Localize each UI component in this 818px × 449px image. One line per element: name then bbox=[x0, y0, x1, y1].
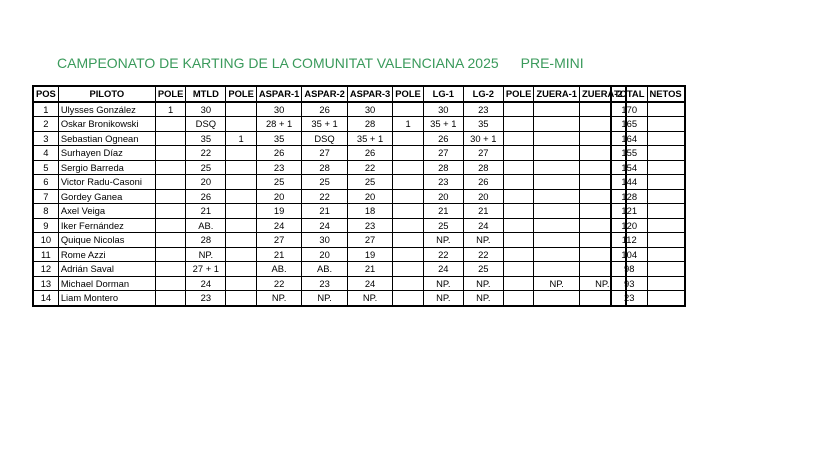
header-row bbox=[33, 86, 626, 102]
result-cell: 22 bbox=[347, 160, 392, 175]
result-cell: 21 bbox=[256, 247, 301, 262]
result-cell: NP. bbox=[579, 276, 625, 291]
total-cell: 121 bbox=[611, 204, 647, 219]
result-cell: NP. bbox=[423, 276, 463, 291]
result-cell: 20 bbox=[302, 247, 347, 262]
table-row bbox=[33, 233, 626, 248]
result-cell: 35 + 1 bbox=[302, 117, 347, 132]
column-header: ASPAR-1 bbox=[256, 86, 301, 102]
total-cell: 154 bbox=[611, 160, 647, 175]
netos-cell bbox=[647, 262, 685, 277]
result-cell: NP. bbox=[256, 291, 301, 306]
result-cell bbox=[503, 291, 534, 306]
result-cell: 24 bbox=[302, 218, 347, 233]
result-cell: 30 bbox=[423, 102, 463, 117]
netos-cell bbox=[647, 146, 685, 161]
column-header: POLE bbox=[393, 86, 424, 102]
result-cell bbox=[393, 247, 424, 262]
result-cell: AB. bbox=[302, 262, 347, 277]
total-cell: 98 bbox=[611, 262, 647, 277]
result-cell bbox=[226, 233, 257, 248]
result-cell: NP. bbox=[463, 233, 503, 248]
result-cell bbox=[393, 175, 424, 190]
result-cell bbox=[534, 117, 580, 132]
result-cell: 23 bbox=[423, 175, 463, 190]
result-cell: 27 bbox=[347, 233, 392, 248]
result-cell: 24 bbox=[463, 218, 503, 233]
totals-row bbox=[611, 117, 685, 132]
totals-row bbox=[611, 247, 685, 262]
totals-row bbox=[611, 146, 685, 161]
position-cell: 14 bbox=[33, 291, 58, 306]
position-cell: 3 bbox=[33, 131, 58, 146]
result-cell: 25 bbox=[463, 262, 503, 277]
result-cell: 30 + 1 bbox=[463, 131, 503, 146]
result-cell: NP. bbox=[186, 247, 226, 262]
result-cell: 1 bbox=[155, 102, 186, 117]
result-cell bbox=[534, 146, 580, 161]
result-cell bbox=[503, 189, 534, 204]
netos-cell bbox=[647, 291, 685, 306]
result-cell: 26 bbox=[302, 102, 347, 117]
result-cell: 28 + 1 bbox=[256, 117, 301, 132]
column-header: MTLD bbox=[186, 86, 226, 102]
result-cell bbox=[393, 276, 424, 291]
result-cell: 23 bbox=[463, 102, 503, 117]
result-cell: 21 bbox=[463, 204, 503, 219]
result-cell: 25 bbox=[423, 218, 463, 233]
result-cell: 25 bbox=[302, 175, 347, 190]
column-header: POLE bbox=[226, 86, 257, 102]
totals-row bbox=[611, 204, 685, 219]
netos-cell bbox=[647, 175, 685, 190]
column-header: POLE bbox=[155, 86, 186, 102]
table-row bbox=[33, 218, 626, 233]
result-cell bbox=[534, 102, 580, 117]
result-cell bbox=[503, 160, 534, 175]
result-cell: 35 bbox=[463, 117, 503, 132]
table-row bbox=[33, 146, 626, 161]
netos-cell bbox=[647, 160, 685, 175]
result-cell bbox=[226, 262, 257, 277]
result-cell bbox=[393, 102, 424, 117]
result-cell: AB. bbox=[186, 218, 226, 233]
results-table bbox=[32, 85, 627, 307]
result-cell: 18 bbox=[347, 204, 392, 219]
championship-title bbox=[57, 55, 584, 71]
total-cell: 170 bbox=[611, 102, 647, 117]
result-cell: 26 bbox=[256, 146, 301, 161]
result-cell bbox=[503, 204, 534, 219]
result-cell: NP. bbox=[534, 276, 580, 291]
table-row bbox=[33, 117, 626, 132]
totals-table bbox=[610, 85, 686, 307]
result-cell bbox=[226, 117, 257, 132]
result-cell: NP. bbox=[423, 291, 463, 306]
result-cell: 27 + 1 bbox=[186, 262, 226, 277]
table-row bbox=[33, 102, 626, 117]
result-cell: 27 bbox=[302, 146, 347, 161]
total-cell: 164 bbox=[611, 131, 647, 146]
result-cell: 25 bbox=[347, 175, 392, 190]
result-cell bbox=[155, 189, 186, 204]
position-cell: 6 bbox=[33, 175, 58, 190]
result-cell: 28 bbox=[423, 160, 463, 175]
driver-name-cell: Surhayen Díaz bbox=[58, 146, 155, 161]
result-cell bbox=[503, 117, 534, 132]
result-cell bbox=[226, 175, 257, 190]
column-header: PILOTO bbox=[58, 86, 155, 102]
result-cell bbox=[155, 276, 186, 291]
totals-row bbox=[611, 276, 685, 291]
netos-cell bbox=[647, 276, 685, 291]
result-cell bbox=[534, 175, 580, 190]
result-cell bbox=[226, 146, 257, 161]
result-cell bbox=[503, 233, 534, 248]
driver-name-cell: Sergio Barreda bbox=[58, 160, 155, 175]
result-cell: 28 bbox=[186, 233, 226, 248]
result-cell: 28 bbox=[347, 117, 392, 132]
result-cell bbox=[155, 218, 186, 233]
result-cell bbox=[155, 117, 186, 132]
result-cell: 22 bbox=[256, 276, 301, 291]
result-cell: 22 bbox=[423, 247, 463, 262]
driver-name-cell: Adrián Saval bbox=[58, 262, 155, 277]
netos-cell bbox=[647, 102, 685, 117]
result-cell: 22 bbox=[302, 189, 347, 204]
total-cell: 128 bbox=[611, 189, 647, 204]
result-cell bbox=[503, 131, 534, 146]
netos-cell bbox=[647, 131, 685, 146]
result-cell: 20 bbox=[186, 175, 226, 190]
result-cell: 1 bbox=[393, 117, 424, 132]
total-cell: 165 bbox=[611, 117, 647, 132]
result-cell bbox=[503, 262, 534, 277]
result-cell: 30 bbox=[186, 102, 226, 117]
result-cell bbox=[503, 247, 534, 262]
result-cell bbox=[155, 175, 186, 190]
result-cell: 24 bbox=[186, 276, 226, 291]
driver-name-cell: Iker Fernández bbox=[58, 218, 155, 233]
table-row bbox=[33, 276, 626, 291]
result-cell: 28 bbox=[302, 160, 347, 175]
position-cell: 4 bbox=[33, 146, 58, 161]
result-cell: 28 bbox=[463, 160, 503, 175]
result-cell bbox=[155, 131, 186, 146]
table-row bbox=[33, 131, 626, 146]
total-cell: 144 bbox=[611, 175, 647, 190]
result-cell bbox=[155, 291, 186, 306]
result-cell bbox=[503, 102, 534, 117]
totals-row bbox=[611, 262, 685, 277]
result-cell: 23 bbox=[302, 276, 347, 291]
result-cell bbox=[534, 247, 580, 262]
result-cell bbox=[393, 262, 424, 277]
result-cell: 26 bbox=[347, 146, 392, 161]
total-cell: 93 bbox=[611, 276, 647, 291]
result-cell bbox=[534, 218, 580, 233]
result-cell: 24 bbox=[423, 262, 463, 277]
position-cell: 9 bbox=[33, 218, 58, 233]
result-cell bbox=[393, 131, 424, 146]
result-cell: 20 bbox=[463, 189, 503, 204]
result-cell: 21 bbox=[302, 204, 347, 219]
driver-name-cell: Gordey Ganea bbox=[58, 189, 155, 204]
result-cell: 24 bbox=[256, 218, 301, 233]
position-cell: 1 bbox=[33, 102, 58, 117]
result-cell bbox=[393, 291, 424, 306]
total-cell: 104 bbox=[611, 247, 647, 262]
result-cell: NP. bbox=[463, 291, 503, 306]
result-cell bbox=[534, 204, 580, 219]
result-cell bbox=[534, 233, 580, 248]
table-row bbox=[33, 175, 626, 190]
result-cell: 22 bbox=[463, 247, 503, 262]
netos-cell bbox=[647, 247, 685, 262]
totals-row bbox=[611, 291, 685, 306]
result-cell: 21 bbox=[186, 204, 226, 219]
column-header: POS bbox=[33, 86, 58, 102]
result-cell bbox=[393, 233, 424, 248]
result-cell: 30 bbox=[256, 102, 301, 117]
netos-cell bbox=[647, 189, 685, 204]
result-cell: 35 + 1 bbox=[347, 131, 392, 146]
driver-name-cell: Ulysses González bbox=[58, 102, 155, 117]
result-cell bbox=[503, 276, 534, 291]
result-cell bbox=[393, 189, 424, 204]
result-cell: NP. bbox=[463, 276, 503, 291]
result-cell bbox=[534, 262, 580, 277]
result-cell: 20 bbox=[256, 189, 301, 204]
position-cell: 11 bbox=[33, 247, 58, 262]
result-cell: 35 bbox=[256, 131, 301, 146]
table-row bbox=[33, 189, 626, 204]
total-cell: 120 bbox=[611, 218, 647, 233]
totals-row bbox=[611, 233, 685, 248]
position-cell: 8 bbox=[33, 204, 58, 219]
result-cell: 23 bbox=[347, 218, 392, 233]
netos-cell bbox=[647, 233, 685, 248]
table-row bbox=[33, 247, 626, 262]
result-cell: NP. bbox=[423, 233, 463, 248]
result-cell bbox=[226, 218, 257, 233]
result-cell: 35 + 1 bbox=[423, 117, 463, 132]
netos-cell bbox=[647, 204, 685, 219]
totals-column-header: NETOS bbox=[647, 86, 685, 102]
result-cell: NP. bbox=[302, 291, 347, 306]
result-cell bbox=[534, 291, 580, 306]
result-cell: 19 bbox=[347, 247, 392, 262]
driver-name-cell: Sebastian Ognean bbox=[58, 131, 155, 146]
result-cell: 22 bbox=[186, 146, 226, 161]
totals-row bbox=[611, 102, 685, 117]
result-cell: 30 bbox=[302, 233, 347, 248]
result-cell bbox=[534, 131, 580, 146]
result-cell bbox=[534, 189, 580, 204]
column-header: ASPAR-3 bbox=[347, 86, 392, 102]
result-cell: DSQ bbox=[186, 117, 226, 132]
total-cell: 155 bbox=[611, 146, 647, 161]
result-cell: 30 bbox=[347, 102, 392, 117]
result-cell: 27 bbox=[256, 233, 301, 248]
result-cell: 1 bbox=[226, 131, 257, 146]
table-row bbox=[33, 160, 626, 175]
result-cell bbox=[534, 160, 580, 175]
column-header: ASPAR-2 bbox=[302, 86, 347, 102]
driver-name-cell: Liam Montero bbox=[58, 291, 155, 306]
result-cell: 23 bbox=[256, 160, 301, 175]
result-cell bbox=[226, 291, 257, 306]
result-cell bbox=[226, 189, 257, 204]
totals-header-row bbox=[611, 86, 685, 102]
position-cell: 12 bbox=[33, 262, 58, 277]
table-row bbox=[33, 291, 626, 306]
result-cell: 20 bbox=[423, 189, 463, 204]
result-cell: 25 bbox=[186, 160, 226, 175]
result-cell bbox=[155, 233, 186, 248]
result-cell bbox=[226, 160, 257, 175]
title-main: CAMPEONATO DE KARTING DE LA COMUNITAT VALENCIANA 2025 bbox=[57, 55, 499, 71]
result-cell: 21 bbox=[347, 262, 392, 277]
driver-name-cell: Axel Veiga bbox=[58, 204, 155, 219]
column-header: LG-1 bbox=[423, 86, 463, 102]
netos-cell bbox=[647, 117, 685, 132]
title-category: PRE-MINI bbox=[520, 55, 584, 71]
result-cell bbox=[503, 146, 534, 161]
result-cell bbox=[503, 218, 534, 233]
column-header: ZUERA-1 bbox=[534, 86, 580, 102]
result-cell: 26 bbox=[423, 131, 463, 146]
position-cell: 2 bbox=[33, 117, 58, 132]
result-cell bbox=[155, 160, 186, 175]
result-cell: 26 bbox=[186, 189, 226, 204]
result-cell bbox=[226, 276, 257, 291]
result-cell: 26 bbox=[463, 175, 503, 190]
column-header: LG-2 bbox=[463, 86, 503, 102]
driver-name-cell: Rome Azzi bbox=[58, 247, 155, 262]
result-cell bbox=[393, 218, 424, 233]
result-cell bbox=[503, 175, 534, 190]
result-cell bbox=[155, 204, 186, 219]
result-cell bbox=[393, 146, 424, 161]
result-cell: 35 bbox=[186, 131, 226, 146]
result-cell: 24 bbox=[347, 276, 392, 291]
driver-name-cell: Oskar Bronikowski bbox=[58, 117, 155, 132]
position-cell: 13 bbox=[33, 276, 58, 291]
result-cell: 25 bbox=[256, 175, 301, 190]
result-cell: 27 bbox=[463, 146, 503, 161]
position-cell: 10 bbox=[33, 233, 58, 248]
column-header: ZUERA-2 bbox=[579, 86, 625, 102]
result-cell bbox=[393, 160, 424, 175]
totals-row bbox=[611, 189, 685, 204]
result-cell: NP. bbox=[347, 291, 392, 306]
driver-name-cell: Quique Nicolas bbox=[58, 233, 155, 248]
result-cell: 27 bbox=[423, 146, 463, 161]
result-cell bbox=[226, 247, 257, 262]
totals-row bbox=[611, 131, 685, 146]
table-row bbox=[33, 204, 626, 219]
driver-name-cell: Michael Dorman bbox=[58, 276, 155, 291]
result-cell: 21 bbox=[423, 204, 463, 219]
totals-row bbox=[611, 218, 685, 233]
table-row bbox=[33, 262, 626, 277]
totals-row bbox=[611, 160, 685, 175]
driver-name-cell: Victor Radu-Casoni bbox=[58, 175, 155, 190]
total-cell: 112 bbox=[611, 233, 647, 248]
result-cell bbox=[155, 262, 186, 277]
result-cell bbox=[155, 247, 186, 262]
result-cell: AB. bbox=[256, 262, 301, 277]
result-cell bbox=[155, 146, 186, 161]
totals-column-header: TOTAL bbox=[611, 86, 647, 102]
position-cell: 7 bbox=[33, 189, 58, 204]
netos-cell bbox=[647, 218, 685, 233]
result-cell bbox=[226, 102, 257, 117]
result-cell: DSQ bbox=[302, 131, 347, 146]
total-cell: 23 bbox=[611, 291, 647, 306]
totals-row bbox=[611, 175, 685, 190]
result-cell: 19 bbox=[256, 204, 301, 219]
result-cell bbox=[226, 204, 257, 219]
column-header: POLE bbox=[503, 86, 534, 102]
result-cell bbox=[393, 204, 424, 219]
result-cell: 20 bbox=[347, 189, 392, 204]
position-cell: 5 bbox=[33, 160, 58, 175]
result-cell: 23 bbox=[186, 291, 226, 306]
